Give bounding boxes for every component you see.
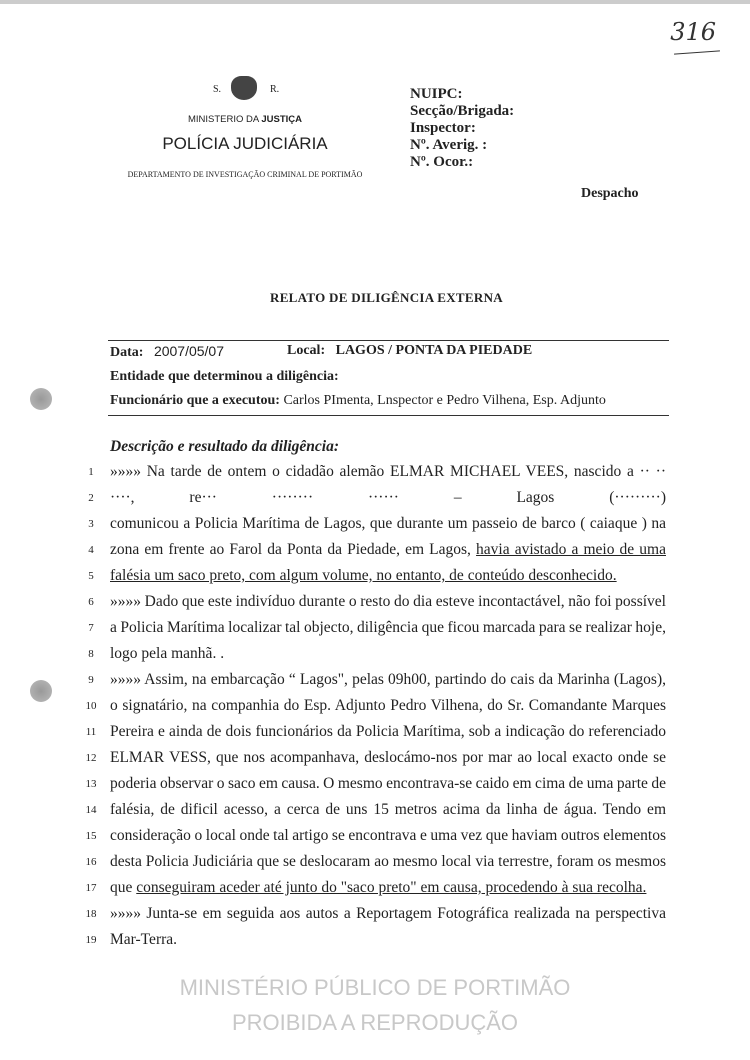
line-text: comunicou a Policia Marítima de Lagos, que durante um passeio de barco ( caiaque ) na <box>110 515 666 532</box>
punch-hole <box>30 680 52 702</box>
agency-name: POLÍCIA JUDICIÁRIA <box>162 134 328 153</box>
divider <box>108 415 669 416</box>
line-text: »»»» Dado que este indivíduo durante o resto do dia esteve incontactável, não foi possível <box>110 593 666 610</box>
line-number: 12 <box>85 752 97 764</box>
underlined-text: conseguiram aceder até junto do "saco preto" em causa, procedendo à sua recolha. <box>136 879 647 896</box>
scan-edge <box>0 0 750 4</box>
line-number: 11 <box>85 726 97 738</box>
text-line <box>110 618 666 638</box>
text-line <box>110 800 666 820</box>
line-number: 18 <box>85 908 97 920</box>
officer-row: Funcionário que a executou: Carlos PImenta, Lnspector e Pedro Vilhena, Esp. Adjunto <box>110 393 606 408</box>
crest-left: S. <box>213 84 222 95</box>
line-number: 17 <box>85 882 97 894</box>
text-line <box>110 514 666 534</box>
line-text: logo pela manhã. . <box>110 645 225 662</box>
line-number: 3 <box>88 518 94 530</box>
underlined-text: falésia um saco preto, com algum volume, no entanto, de conteúdo desconhecido. <box>110 567 617 584</box>
underlined-text: havia avistado a meio de uma <box>476 541 666 558</box>
divider <box>108 340 669 341</box>
text-line <box>110 488 666 508</box>
line-text: a Policia Marítima localizar tal objecto, diligência que ficou marcada para se realizar hoje, <box>110 619 666 636</box>
text-line <box>110 722 666 742</box>
line-text: Pereira e ainda de dois funcionários da Policia Marítima, sob a indicação do referenciado <box>110 723 666 740</box>
despacho-label: Despacho <box>581 186 639 201</box>
line-number: 1 <box>88 466 94 478</box>
page-number: 316 <box>670 18 716 46</box>
line-number: 7 <box>88 622 94 634</box>
section-title: Descrição e resultado da diligência: <box>110 438 340 455</box>
line-number: 8 <box>88 648 94 660</box>
document-title: RELATO DE DILIGÊNCIA EXTERNA <box>270 290 503 305</box>
line-number: 10 <box>85 700 97 712</box>
text-line <box>110 748 666 768</box>
text-line <box>110 540 666 560</box>
text-line <box>110 852 666 872</box>
line-text: poderia observar o saco em causa. O mesmo encontrava-se caido em cima de uma parte de <box>110 775 666 792</box>
watermark: PROIBIDA A REPRODUÇÃO <box>231 1010 519 1035</box>
line-text: falésia, de dificil acesso, a cerca de uns 15 metros acima da linha de água. Tendo em <box>110 801 666 818</box>
line-text: »»»» Assim, na embarcação “ Lagos", pelas 09h00, partindo do cais da Marinha (Lagos), <box>110 671 666 688</box>
department: DEPARTAMENTO DE INVESTIGAÇÃO CRIMINAL DE PORTIMÃO <box>127 170 363 179</box>
text-line <box>110 644 224 664</box>
line-number: 14 <box>85 804 97 816</box>
line-number: 19 <box>85 934 97 946</box>
text-line <box>110 592 666 612</box>
text-line <box>110 904 666 924</box>
line-number: 2 <box>88 492 94 504</box>
punch-hole <box>30 388 52 410</box>
case-fields: NUIPC: Secção/Brigada: Inspector: Nº. Averig. : Nº. Ocor.: <box>410 86 515 170</box>
ministry: MINISTERIO DA JUSTIÇA <box>187 114 303 125</box>
line-number: 13 <box>85 778 97 790</box>
text-line <box>110 826 666 846</box>
line-text: »»»» Na tarde de ontem o cidadão alemão ELMAR MICHAEL VEES, nascido a ·· ·· <box>110 463 666 480</box>
local-row: Local: LAGOS / PONTA DA PIEDADE <box>287 343 533 358</box>
line-number: 4 <box>88 544 94 556</box>
text-line <box>110 696 666 716</box>
line-text: desta Policia Judiciária que se deslocaram ao mesmo local via terrestre, foram os mesmos <box>110 853 666 870</box>
line-text: zona em frente ao Farol da Ponta da Piedade, em Lagos, <box>110 541 471 558</box>
date-row: Data: 2007/05/07 <box>110 343 225 360</box>
line-number: 15 <box>85 830 97 842</box>
text-line <box>110 930 177 950</box>
line-number: 5 <box>88 570 94 582</box>
line-text: ····, re··· ········ ······ – Lagos (·········) <box>110 489 666 506</box>
text-line <box>110 566 617 586</box>
line-text: que <box>110 879 133 896</box>
text-line <box>110 670 666 690</box>
line-text: ELMAR VESS, que nos acompanhava, deslocámo-nos por mar ao local exacto onde se <box>110 749 666 766</box>
crest-right: R. <box>270 84 280 95</box>
line-number: 6 <box>88 596 94 608</box>
line-text: »»»» Junta-se em seguida aos autos a Reportagem Fotográfica realizada na perspectiva <box>110 905 666 922</box>
divider <box>674 50 720 54</box>
line-number: 9 <box>88 674 94 686</box>
text-line <box>110 774 666 794</box>
line-text: consideração o local onde tal artigo se encontrava e uma vez que haviam outros elementos <box>110 827 666 844</box>
line-text: o signatário, na companhia do Esp. Adjunto Pedro Vilhena, do Sr. Comandante Marques <box>110 697 666 714</box>
coat-of-arms-icon <box>231 76 257 100</box>
text-line <box>110 462 666 482</box>
text-line <box>110 878 646 898</box>
line-number: 16 <box>85 856 97 868</box>
watermark: MINISTÉRIO PÚBLICO DE PORTIMÃO <box>179 975 571 1000</box>
entity-label: Entidade que determinou a diligência: <box>110 369 339 384</box>
line-text: Mar-Terra. <box>110 931 178 948</box>
